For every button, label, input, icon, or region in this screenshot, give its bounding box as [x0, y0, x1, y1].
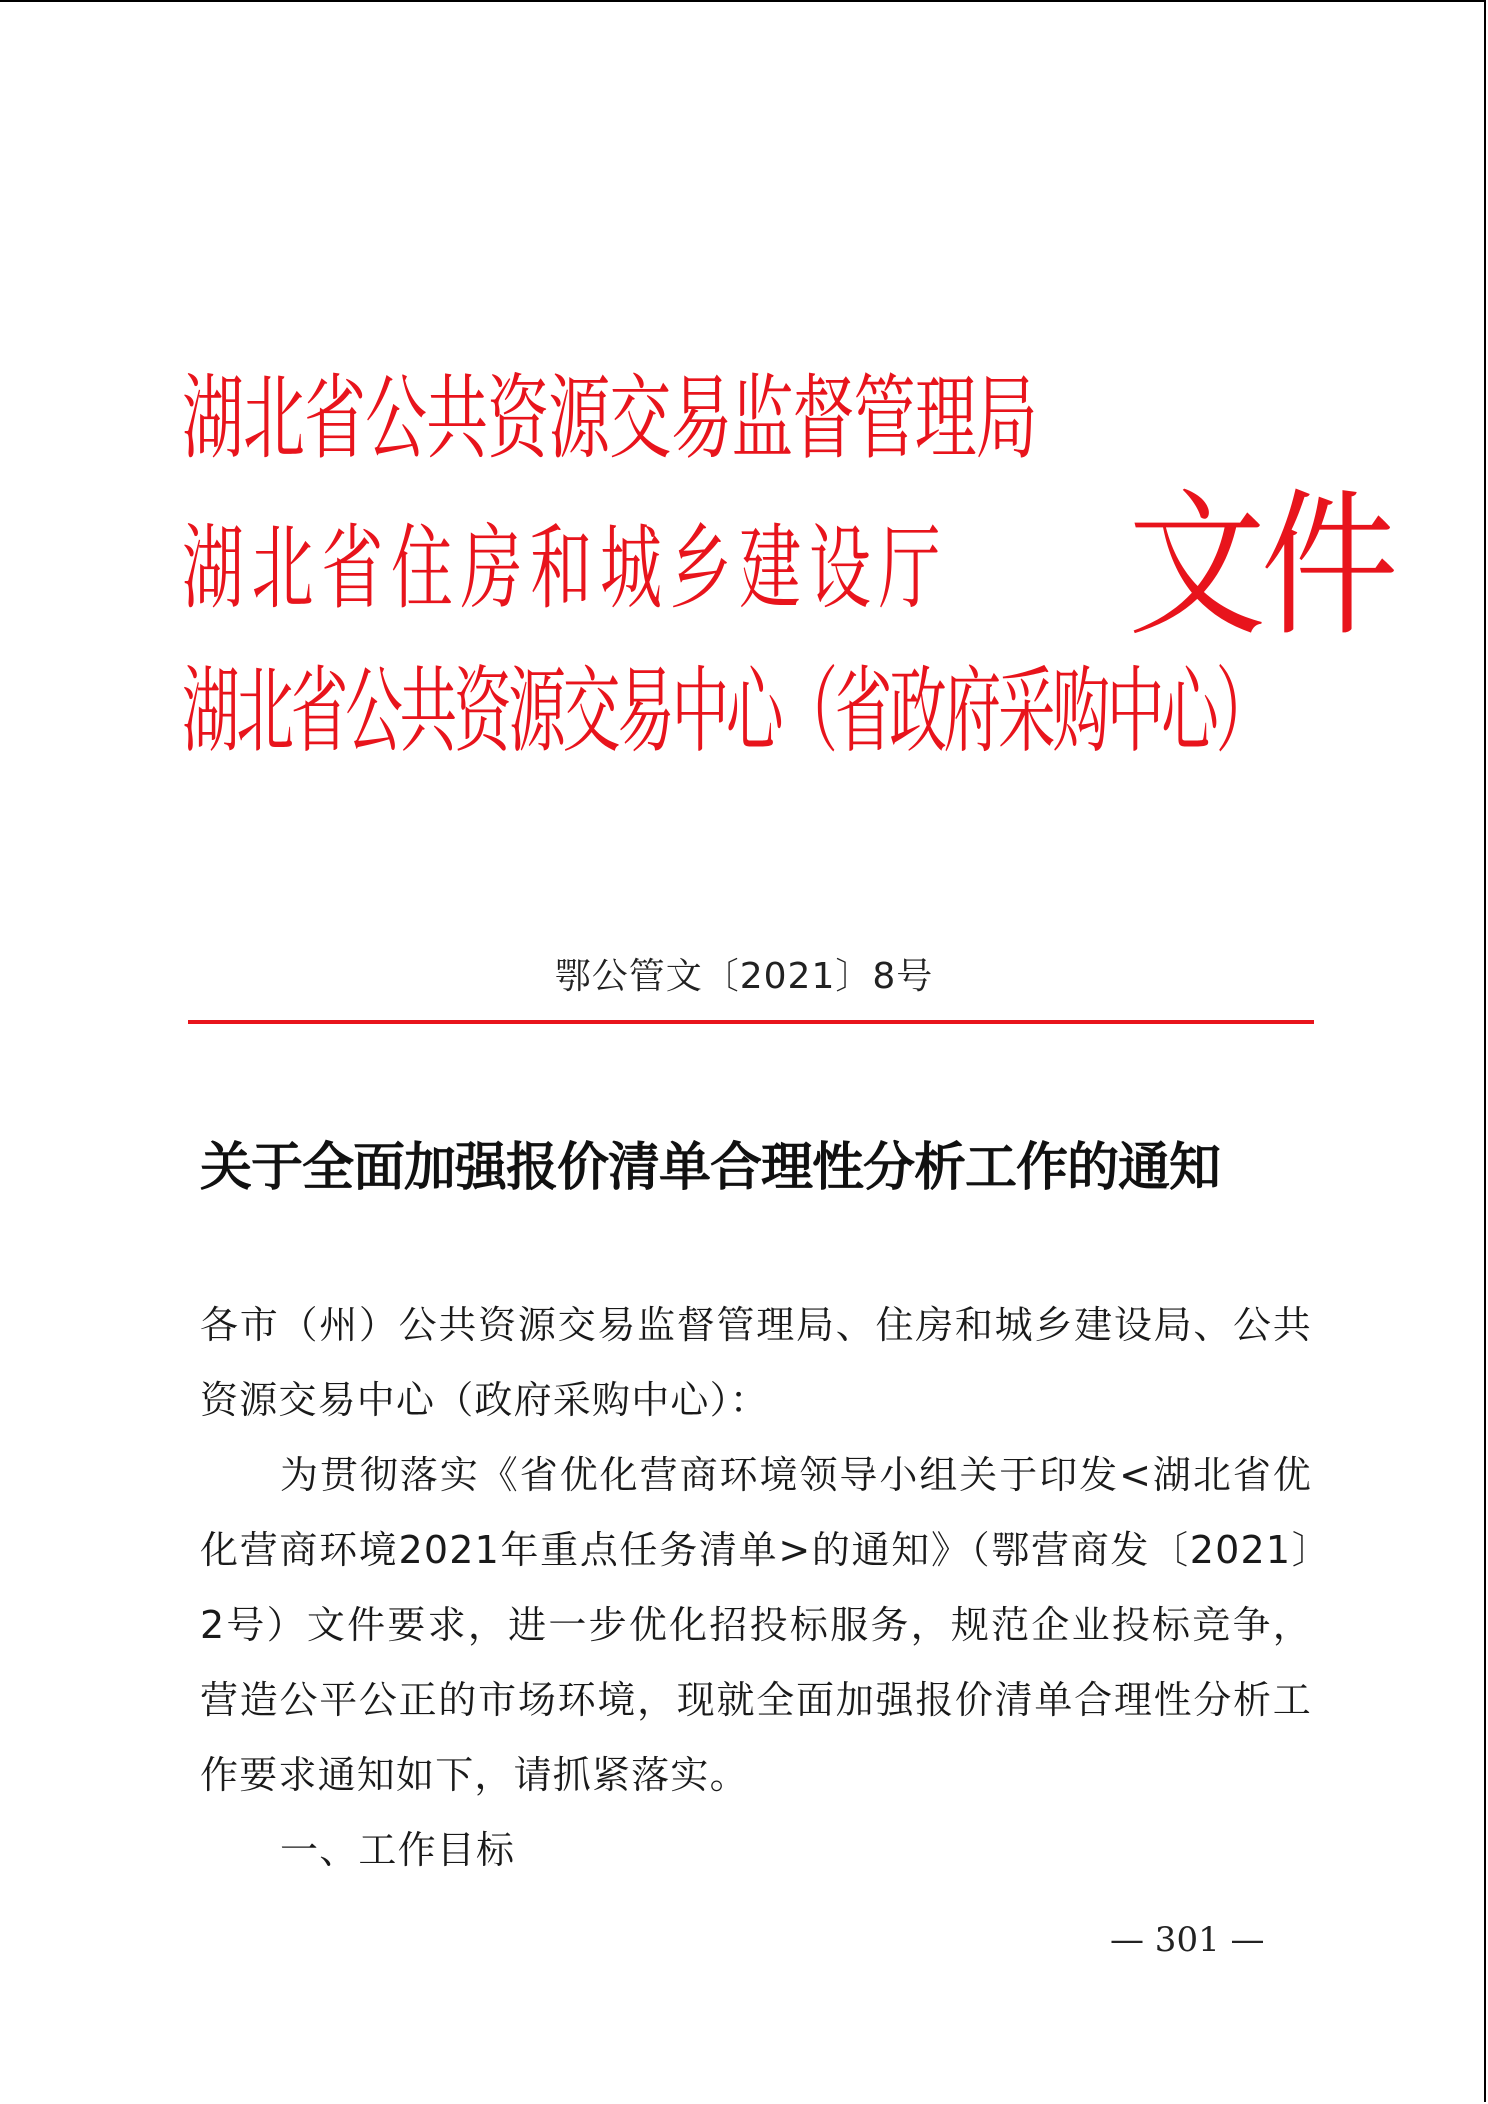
document-body	[200, 1288, 1312, 1888]
addressee: 各市（州）公共资源交易监督管理局、住房和城乡建设局、公共资源交易中心（政府采购中心）：	[200, 1303, 1312, 1422]
page-number: — 301 —	[1110, 1920, 1265, 1960]
red-separator-line	[188, 1020, 1314, 1024]
issuer-line-2: 湖北省住房和城乡建设厅	[182, 514, 949, 622]
document-title: 关于全面加强报价清单合理性分析工作的通知	[200, 1137, 1221, 1198]
issuer-line-1: 湖北省公共资源交易监督管理局	[182, 364, 1037, 472]
document-mark: 文件	[1128, 475, 1393, 659]
document-number: 鄂公管文〔2021〕8号	[554, 956, 934, 997]
section-heading: 一、工作目标	[280, 1828, 516, 1872]
issuer-line-3: 湖北省公共资源交易中心（省政府采购中心）	[182, 656, 1271, 766]
body-paragraph: 为贯彻落实《省优化营商环境领导小组关于印发<湖北省优化营商环境2021年重点任务清单>的通知》（鄂营商发〔2021〕2号）文件要求，进一步优化招投标服务，规范企业投标竞争，营造公平公正的市场环境，现就全面加强报价清单合理性分析工作要求通知如下，请抓紧落实。	[200, 1453, 1312, 1797]
